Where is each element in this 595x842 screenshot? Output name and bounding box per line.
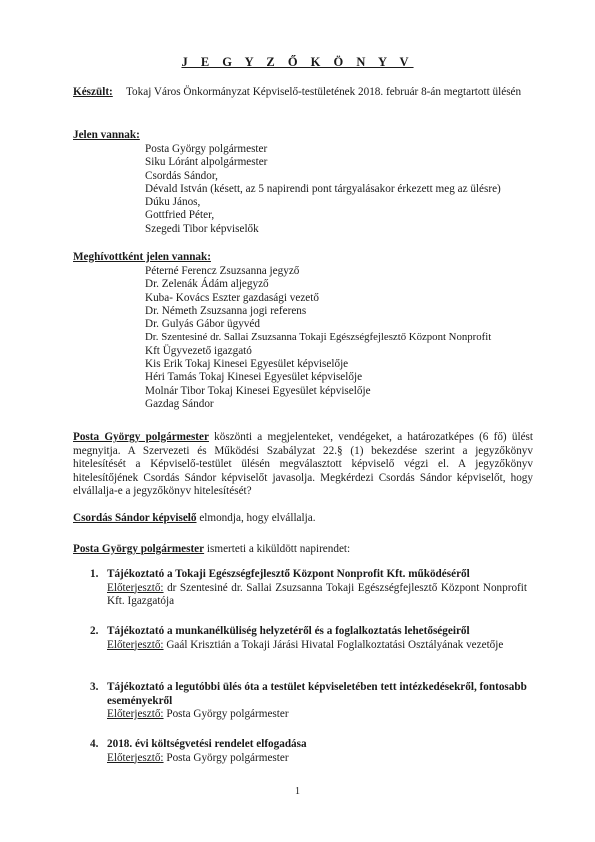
- list-item: Dúku János,: [145, 196, 201, 209]
- agenda-presenter: [107, 708, 527, 722]
- list-item: Posta György polgármester: [145, 143, 268, 155]
- agenda-title: Tájékoztató a legutóbbi ülés óta a testület képviseletében tett intézkedésekről, fontosabb eseményekről: [107, 681, 527, 707]
- list-item: Dr. Németh Zsuzsanna jogi referens: [145, 304, 307, 317]
- list-item: Dr. Zelenák Ádám aljegyző: [145, 278, 269, 291]
- prepared-label: Készült:: [73, 86, 113, 98]
- list-item: Molnár Tibor Tokaj Kinesei Egyesület képviselője: [145, 384, 371, 397]
- document-title: J E G Y Z Ő K Ö N Y V: [181, 55, 414, 69]
- paragraph-text: köszönti a megjelenteket, vendégeket, a határozatképes (6 fő) ülést megnyitja. A Szervezeti és Működési Szabályzat 22.§ (1) bekezdése szerint a jegyzőkönyv hitelesítését a Képviselő-testület ülésén megválasztott képviselő végzi el. A jegyzőkönyv hitelesítőjének Csordás Sándor képviselőt javasolja. Megkérdezi Csordás Sándor képviselőt, hogy elvállalja-e a jegyzőkönyv hitelesítését?: [73, 431, 533, 497]
- present-heading: Jelen vannak:: [73, 129, 140, 141]
- paragraph-text: ismerteti a kiküldött napirendet:: [204, 543, 351, 555]
- presenter-label: Előterjesztő:: [107, 708, 164, 720]
- speaker-name: Posta György polgármester: [73, 543, 205, 555]
- invited-heading: Meghívottként jelen vannak:: [73, 251, 211, 263]
- list-item: Dr. Szentesiné dr. Sallai Zsuzsanna Tokaji Egészségfejlesztő Központ Nonprofit: [145, 331, 492, 344]
- presenter-name: Posta György polgármester: [163, 708, 289, 720]
- presenter-label: Előterjesztő:: [107, 638, 164, 651]
- list-item: Szegedi Tibor képviselők: [145, 222, 259, 235]
- list-item: Dévald István (késett, az 5 napirendi pont tárgyalásakor érkezett meg az ülésre): [145, 182, 501, 195]
- list-item: Siku Lóránt alpolgármester: [145, 156, 268, 169]
- list-item: Péterné Ferencz Zsuzsanna jegyző: [145, 265, 300, 277]
- present-list: [145, 143, 545, 236]
- agenda-number: 3.: [90, 681, 99, 693]
- prepared-text: Tokaj Város Önkormányzat Képviselő-testületének 2018. február 8-án megtartott ülésén: [126, 86, 522, 98]
- agenda-intro-paragraph: [73, 543, 533, 557]
- agenda-title: 2018. évi költségvetési rendelet elfogadása: [107, 738, 307, 750]
- list-item: Dr. Gulyás Gábor ügyvéd: [145, 318, 260, 331]
- list-item: Kft Ügyvezető igazgató: [145, 344, 252, 357]
- agenda-presenter: [107, 582, 527, 609]
- presenter-name: Gaál Krisztián a Tokaji Járási Hivatal Foglalkoztatási Osztályának vezetője: [163, 638, 504, 651]
- agenda-number: 4.: [90, 738, 99, 750]
- agenda-number: 1.: [90, 568, 99, 580]
- list-item: Gottfried Péter,: [145, 209, 215, 222]
- agenda-presenter: [107, 639, 527, 653]
- paragraph-text: elmondja, hogy elvállalja.: [196, 512, 316, 524]
- agenda-presenter: [107, 752, 527, 766]
- list-item: Kis Erik Tokaj Kinesei Egyesület képviselője: [145, 358, 349, 371]
- invited-list: [145, 265, 545, 411]
- presenter-label: Előterjesztő:: [107, 751, 164, 764]
- list-item: Csordás Sándor,: [145, 169, 218, 182]
- acceptance-paragraph: [73, 512, 533, 526]
- list-item: Kuba- Kovács Eszter gazdasági vezető: [145, 291, 319, 304]
- agenda-title: Tájékoztató a Tokaji Egészségfejlesztő Központ Nonprofit Kft. működéséről: [107, 568, 470, 580]
- list-item: Gazdag Sándor: [145, 397, 214, 410]
- presenter-name: Posta György polgármester: [163, 751, 289, 764]
- opening-paragraph: [73, 431, 533, 499]
- list-item: Héri Tamás Tokaj Kinesei Egyesület képviselője: [145, 371, 363, 384]
- page-number: 1: [295, 786, 300, 797]
- agenda-title: Tájékoztató a munkanélküliség helyzetéről és a foglalkoztatás lehetőségeiről: [107, 625, 470, 637]
- presenter-label: Előterjesztő:: [107, 581, 164, 594]
- agenda-number: 2.: [90, 625, 99, 637]
- speaker-name: Posta György polgármester: [73, 431, 209, 443]
- speaker-name: Csordás Sándor képviselő: [73, 512, 197, 524]
- presenter-name: dr Szentesiné dr. Sallai Zsuzsanna Tokaji Egészségfejlesztő Központ Nonprofit Kft. Igazgatója: [107, 581, 527, 607]
